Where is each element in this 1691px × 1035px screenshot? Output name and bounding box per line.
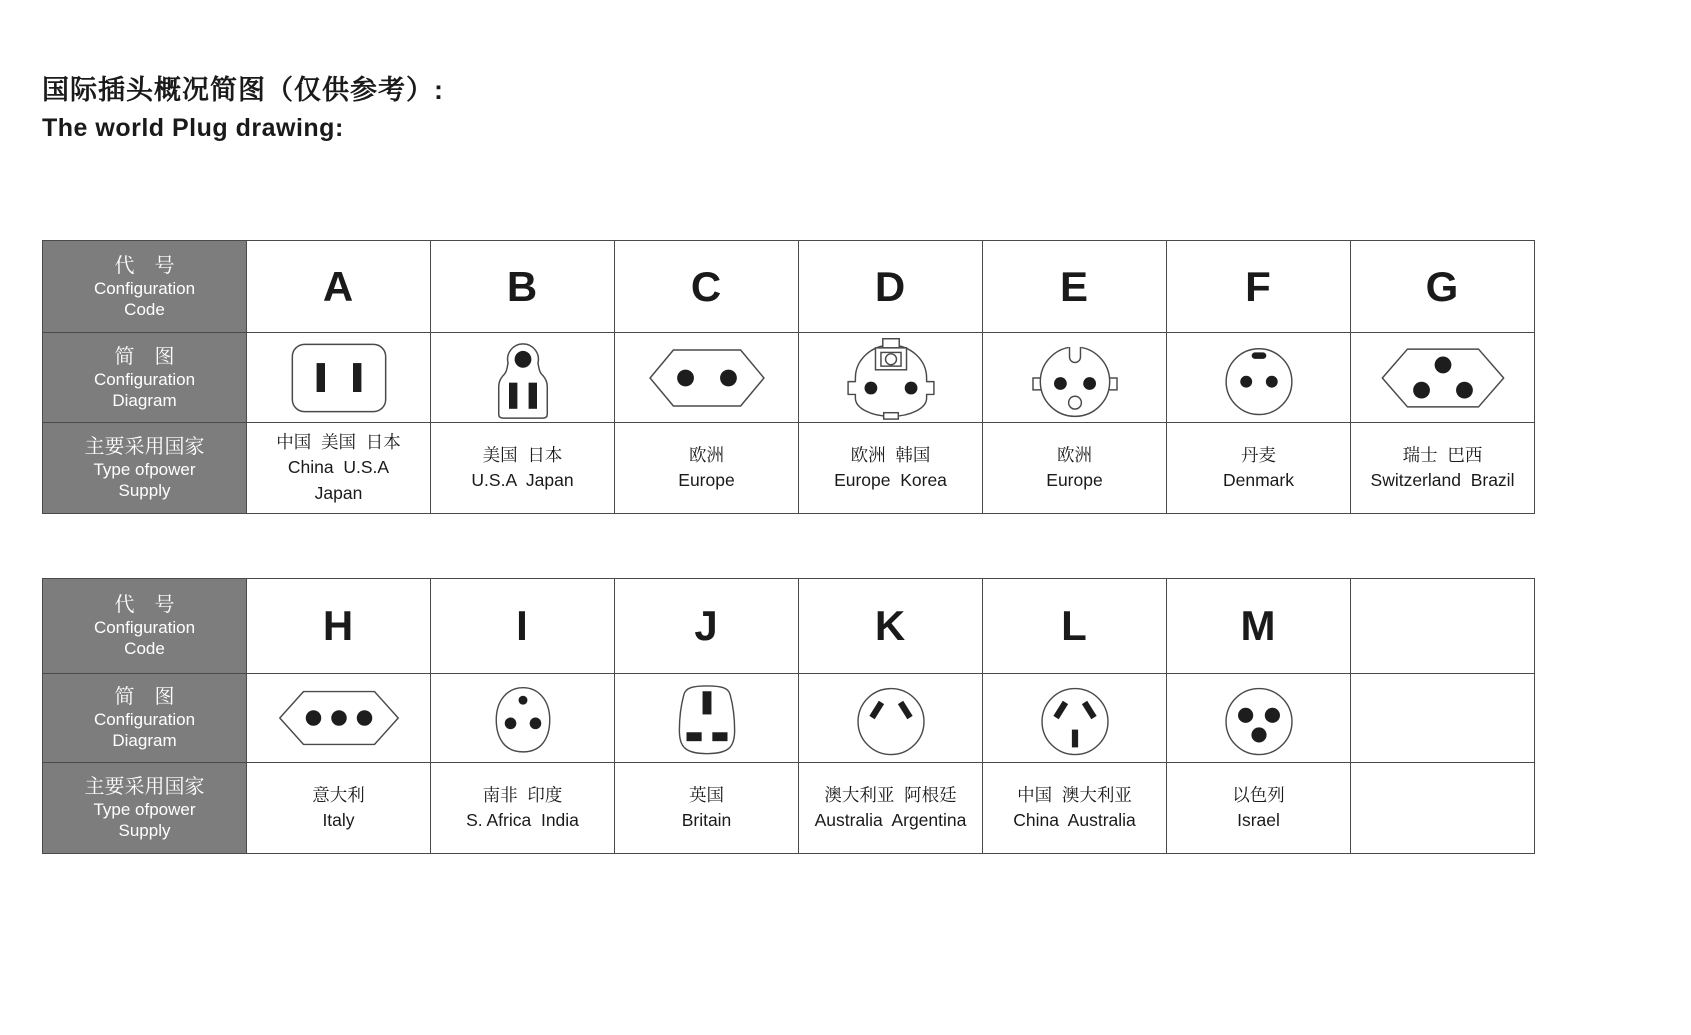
plug-table-h-m	[42, 578, 1535, 854]
row-label-en: Code	[124, 639, 165, 658]
plug-c-icon	[632, 336, 782, 420]
diagram-cell-b	[430, 332, 614, 422]
plug-a-icon	[264, 336, 414, 420]
diagram-cell-l	[982, 673, 1166, 762]
row-label-en: Configuration	[93, 710, 196, 729]
row-label-type-of-power-supply	[43, 422, 246, 513]
diagram-cell-d	[798, 332, 982, 422]
code-cell-b: B	[430, 241, 614, 332]
country-cell-i: 南非 印度 S. Africa India	[430, 762, 614, 853]
plug-m-icon	[1184, 677, 1334, 759]
row-label-en: Code	[124, 299, 165, 319]
row-label-en: Diagram	[112, 731, 177, 750]
row-label-cn: 主要采用国家	[84, 776, 205, 798]
plug-i-icon	[448, 677, 598, 759]
country-cell-f: 丹麦 Denmark	[1166, 422, 1350, 513]
page-title-chinese: 国际插头概况简图（仅供参考）:	[42, 75, 444, 105]
code-cell-a: A	[246, 241, 430, 332]
code-cell-h: H	[246, 579, 430, 673]
code-cell-j: J	[614, 579, 798, 673]
row-label-en: Configuration	[93, 618, 196, 637]
row-label-cn: 代 号	[114, 254, 175, 277]
code-cell-empty	[1350, 579, 1534, 673]
code-cell-e: E	[982, 241, 1166, 332]
row-label-en: Supply	[118, 821, 171, 840]
plug-l-icon	[1000, 677, 1150, 759]
diagram-cell-m	[1166, 673, 1350, 762]
row-label-en: Supply	[118, 481, 171, 500]
row-label-cn: 主要采用国家	[84, 436, 205, 458]
code-cell-c: C	[614, 241, 798, 332]
row-label-cn: 简 图	[114, 345, 175, 368]
code-cell-g: G	[1350, 241, 1534, 332]
plug-e-icon	[1000, 336, 1150, 420]
country-cell-k: 澳大利亚 阿根廷 Australia Argentina	[798, 762, 982, 853]
diagram-cell-empty	[1350, 673, 1534, 762]
row-label-configuration-diagram	[43, 673, 246, 762]
code-cell-f: F	[1166, 241, 1350, 332]
country-cell-g: 瑞士 巴西 Switzerland Brazil	[1350, 422, 1534, 513]
page-title-english: The world Plug drawing:	[42, 114, 344, 142]
country-cell-a: 中国 美国 日本 China U.S.A Japan	[246, 422, 430, 513]
diagram-cell-g	[1350, 332, 1534, 422]
diagram-cell-k	[798, 673, 982, 762]
code-cell-d: D	[798, 241, 982, 332]
row-label-en: Type ofpower	[93, 800, 196, 819]
row-label-en: Type ofpower	[93, 460, 196, 479]
code-cell-l: L	[982, 579, 1166, 673]
diagram-cell-e	[982, 332, 1166, 422]
diagram-cell-i	[430, 673, 614, 762]
country-cell-empty	[1350, 762, 1534, 853]
code-cell-k: K	[798, 579, 982, 673]
row-label-cn: 简 图	[114, 686, 175, 708]
plug-g-icon	[1359, 336, 1527, 420]
country-cell-b: 美国 日本 U.S.A Japan	[430, 422, 614, 513]
country-cell-e: 欧洲 Europe	[982, 422, 1166, 513]
country-cell-l: 中国 澳大利亚 China Australia	[982, 762, 1166, 853]
row-label-configuration-code	[43, 579, 246, 673]
row-label-type-of-power-supply	[43, 762, 246, 853]
row-label-cn: 代 号	[114, 594, 175, 616]
plug-k-icon	[816, 677, 966, 759]
diagram-cell-c	[614, 332, 798, 422]
country-cell-d: 欧洲 韩国 Europe Korea	[798, 422, 982, 513]
row-label-en: Configuration	[93, 369, 196, 389]
plug-j-icon	[632, 677, 782, 759]
row-label-configuration-code	[43, 241, 246, 332]
country-cell-h: 意大利 Italy	[246, 762, 430, 853]
row-label-en: Configuration	[93, 278, 196, 298]
code-cell-i: I	[430, 579, 614, 673]
plug-table-a-g	[42, 240, 1535, 514]
country-cell-c: 欧洲 Europe	[614, 422, 798, 513]
diagram-cell-f	[1166, 332, 1350, 422]
plug-f-icon	[1184, 336, 1334, 420]
plug-d-icon	[816, 336, 966, 420]
code-cell-m: M	[1166, 579, 1350, 673]
diagram-cell-j	[614, 673, 798, 762]
plug-h-icon	[255, 677, 423, 759]
page-title	[42, 68, 444, 143]
row-label-en: Diagram	[112, 390, 177, 410]
diagram-cell-a	[246, 332, 430, 422]
plug-b-icon	[448, 336, 598, 420]
country-cell-m: 以色列 Israel	[1166, 762, 1350, 853]
row-label-configuration-diagram	[43, 332, 246, 422]
diagram-cell-h	[246, 673, 430, 762]
country-cell-j: 英国 Britain	[614, 762, 798, 853]
